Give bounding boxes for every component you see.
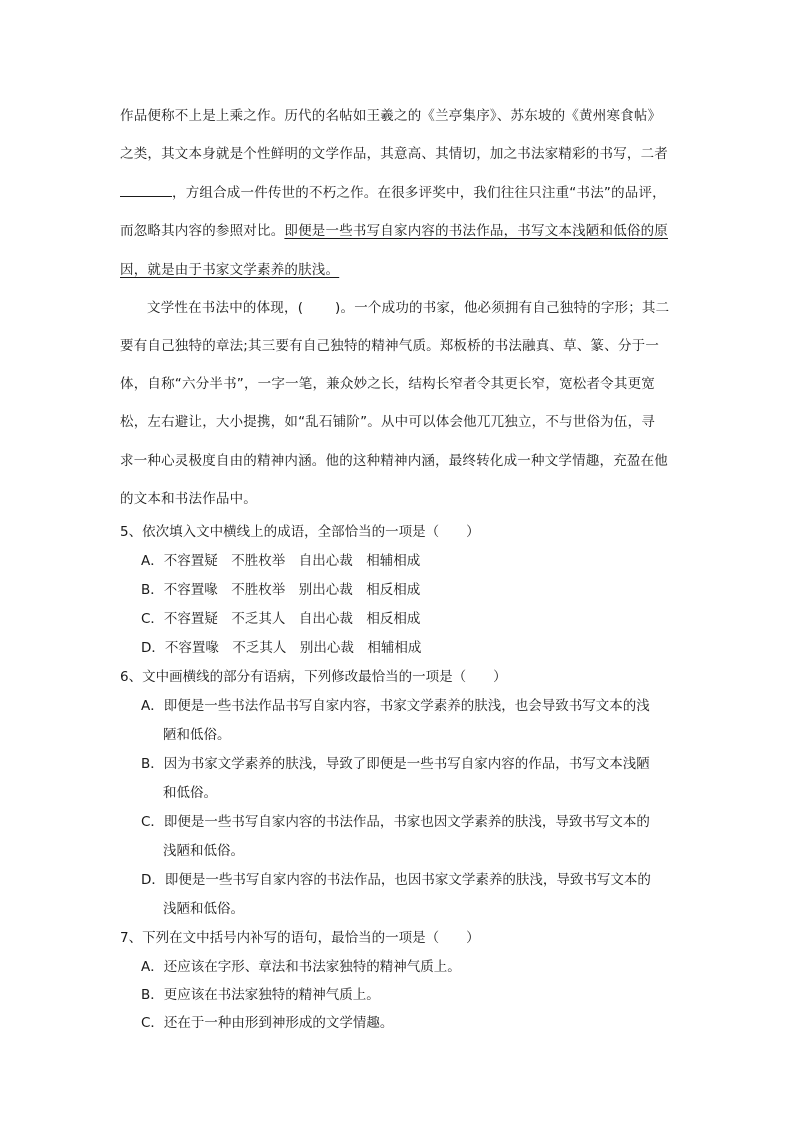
fill-blank [120, 184, 172, 197]
question-6-stem: 6、文中画横线的部分有语病，下列修改最恰当的一项是（ ） [120, 669, 507, 685]
question-5-option-a[interactable]: A．不容置疑 不胜枚举 自出心裁 相辅相成 [141, 553, 421, 569]
question-7-option-a[interactable]: A．还应该在字形、章法和书法家独特的精神气质上。 [141, 959, 461, 975]
passage-line: 体，自称“六分半书”，一字一笔，兼众妙之长，结构长窄者令其更长窄，宽松者令其更宽 [120, 376, 655, 392]
question-6-option-d[interactable]: D．即便是一些书写自家内容的书法作品，也因书家文学素养的肤浅，导致书写文本的 [141, 872, 651, 888]
question-7-option-c[interactable]: C．还在于一种由形到神形成的文学情趣。 [141, 1015, 394, 1031]
question-5-option-d[interactable]: D．不容置喙 不乏其人 别出心裁 相辅相成 [141, 640, 422, 656]
question-6-option-d-cont: 浅陋和低俗。 [163, 901, 244, 917]
passage-line: 而忽略其内容的参照对比。即便是一些书写自家内容的书法作品，书写文本浅陋和低俗的原 [120, 223, 669, 239]
question-6-option-b-cont: 和低俗。 [163, 785, 217, 801]
passage-line: 作品便称不上是上乘之作。历代的名帖如王羲之的《兰亭集序》、苏东坡的《黄州寒食帖》 [120, 108, 662, 124]
question-5-option-c[interactable]: C．不容置疑 不乏其人 自出心裁 相反相成 [141, 611, 421, 627]
question-7-option-b[interactable]: B．更应该在书法家独特的精神气质上。 [141, 987, 380, 1003]
question-5-stem: 5、依次填入文中横线上的成语，全部恰当的一项是（ ） [120, 524, 480, 540]
question-6-option-b[interactable]: B．因为书家文学素养的肤浅，导致了即便是一些书写自家内容的作品，书写文本浅陋 [141, 756, 650, 772]
question-6-option-c[interactable]: C．即便是一些书写自家内容的书法作品，书家也因文学素养的肤浅，导致书写文本的 [141, 814, 650, 830]
passage-line: 的文本和书法作品中。 [120, 491, 257, 507]
passage-line: 松，左右避让，大小提携，如“乱石铺阶”。从中可以体会他兀兀独立，不与世俗为伍，寻 [120, 414, 655, 430]
question-6-option-a[interactable]: A．即便是一些书法作品书写自家内容，书家文学素养的肤浅，也会导致书写文本的浅 [141, 698, 650, 714]
question-5-option-b[interactable]: B．不容置喙 不胜枚举 别出心裁 相反相成 [141, 582, 421, 598]
passage-line: 文学性在书法中的体现，( )。一个成功的书家，他必须拥有自己独特的字形；其二 [147, 300, 670, 316]
underlined-sentence: 因，就是由于书家文学素养的肤浅。 [120, 262, 340, 278]
passage-line: 要有自己独特的章法;其三要有自己独特的精神气质。郑板桥的书法融真、草、篆、分于一 [120, 338, 660, 354]
passage-line: ，方组合成一件传世的不朽之作。在很多评奖中，我们往往只注重“书法”的品评， [120, 181, 666, 201]
question-6-option-a-cont: 陋和低俗。 [163, 727, 231, 743]
passage-line: 之类，其文本身就是个性鲜明的文学作品，其意高、其情切，加之书法家精彩的书写，二者 [120, 146, 668, 162]
passage-line: 求一种心灵极度自由的精神内涵。他的这种精神内涵，最终转化成一种文学情趣，充盈在他 [120, 453, 668, 469]
question-6-option-c-cont: 浅陋和低俗。 [163, 843, 244, 859]
question-7-stem: 7、下列在文中括号内补写的语句，最恰当的一项是（ ） [120, 930, 480, 946]
underlined-sentence: 即便是一些书写自家内容的书法作品，书写文本浅陋和低俗的原 [284, 223, 669, 239]
